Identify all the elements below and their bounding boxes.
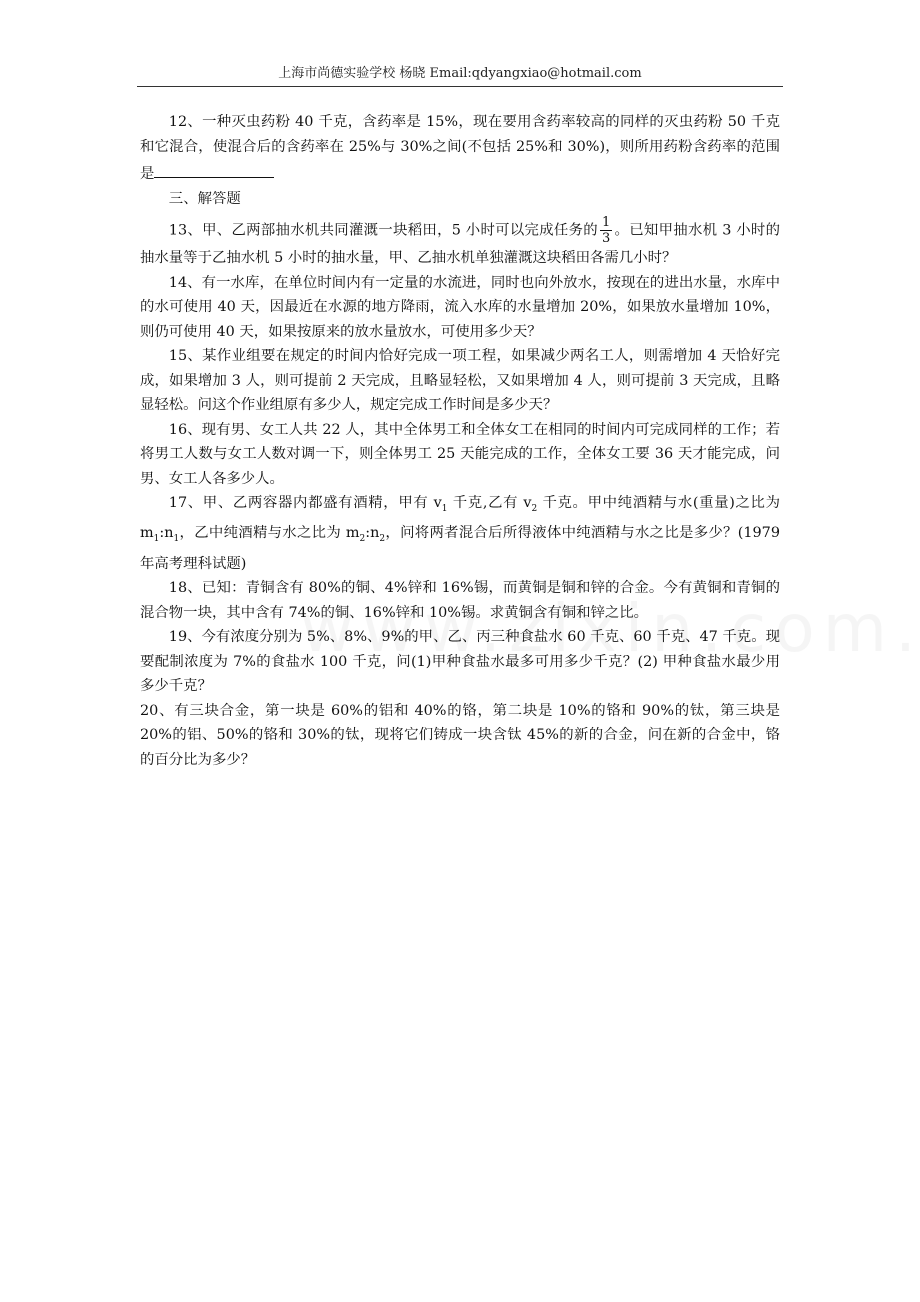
q17-subscript: 1 <box>441 503 448 514</box>
question-18: 18、已知：青铜含有 80%的铜、4%锌和 16%锡，而黄铜是铜和锌的合金。今有黄铜和青铜的混合物一块，其中含有 74%的铜、16%锌和 10%锡。求黄铜含有铜和锌之比。 <box>140 580 780 621</box>
header-divider <box>137 86 783 87</box>
fraction-numerator: 1 <box>601 215 611 230</box>
page-header: 上海市尚德实验学校 杨晓 Email:qdyangxiao@hotmail.com <box>278 66 642 81</box>
q17-part: :n <box>365 525 380 542</box>
q17-part: 千克。甲中纯酒精与水(重量)之比为 m <box>140 495 780 542</box>
q17-part: ，问将两者混合后所得液体中纯酒精与水之比是多少？(1979 年高考理科试题) <box>140 525 780 572</box>
question-12-text: 12、一种灭虫药粉 40 千克，含药率是 15%，现在要用含药率较高的同样的灭虫药粉 50 千克和它混合，使混合后的含药率在 25%与 30%之间(不包括 25%和 30%)，则所用药粉含药率的范围是 <box>140 114 780 182</box>
question-17 <box>140 491 780 576</box>
question-20: 20、有三块合金，第一块是 60%的铝和 40%的铬，第二块是 10%的铬和 90%的钛，第三块是 20%的铝、50%的铬和 30%的钛，现将它们铸成一块含钛 45%的新的合金，问在新的合金中，铬的百分比为多少？ <box>140 702 780 768</box>
answer-blank <box>154 159 274 178</box>
q17-part: ，乙中纯酒精与水之比为 m <box>179 525 360 542</box>
fraction-denominator: 3 <box>601 231 611 246</box>
question-14: 14、有一水库，在单位时间内有一定量的水流进，同时也向外放水，按现在的进出水量，水库中的水可使用 40 天，因最近在水源的地方降雨，流入水库的水量增加 20%，如果放水量增加 10%，则仍可使用 40 天，如果按原来的放水量放水，可使用多少天？ <box>140 274 780 340</box>
q17-part: 17、甲、乙两容器内都盛有酒精，甲有 v <box>168 495 442 511</box>
question-16: 16、现有男、女工人共 22 人，其中全体男工和全体女工在相同的时间内可完成同样的工作；若将男工人数与女工人数对调一下，则全体男工 25 天能完成的工作，全体女工要 36 天才能完成，问男、女工人各多少人。 <box>140 421 780 487</box>
question-13-text-after: 。已知甲抽水机 3 小时的抽水量等于乙抽水机 5 小时的抽水量，甲、乙抽水机单独灌溉这块稻田各需几小时？ <box>140 222 780 266</box>
question-19: 19、今有浓度分别为 5%、8%、9%的甲、乙、丙三种食盐水 60 千克、60 千克、47 千克。现要配制浓度为 7%的食盐水 100 千克，问(1)甲种食盐水最多可用多少千克？(2) 甲种食盐水最少用多少千克？ <box>140 629 780 695</box>
fraction <box>600 215 612 246</box>
q17-part: :n <box>159 525 174 542</box>
question-13-text-before: 13、甲、乙两部抽水机共同灌溉一块稻田，5 小时可以完成任务的 <box>168 222 598 239</box>
question-15: 15、某作业组要在规定的时间内恰好完成一项工程，如果减少两名工人，则需增加 4 天恰好完成，如果增加 3 人，则可提前 2 天完成，且略显轻松，又如果增加 4 人，则可提前 3 天完成，且略显轻松。问这个作业组原有多少人，规定完成工作时间是多少天？ <box>140 348 780 413</box>
question-12 <box>140 110 780 187</box>
q17-subscript: 1 <box>153 534 160 545</box>
q17-subscript: 2 <box>379 534 386 545</box>
question-13 <box>140 215 780 271</box>
q17-subscript: 1 <box>173 534 180 545</box>
document-body <box>140 110 780 772</box>
q17-subscript: 2 <box>531 503 538 514</box>
q17-part: 千克,乙有 v <box>447 495 532 511</box>
section-title: 三、解答题 <box>168 190 241 207</box>
q17-subscript: 2 <box>359 534 366 545</box>
